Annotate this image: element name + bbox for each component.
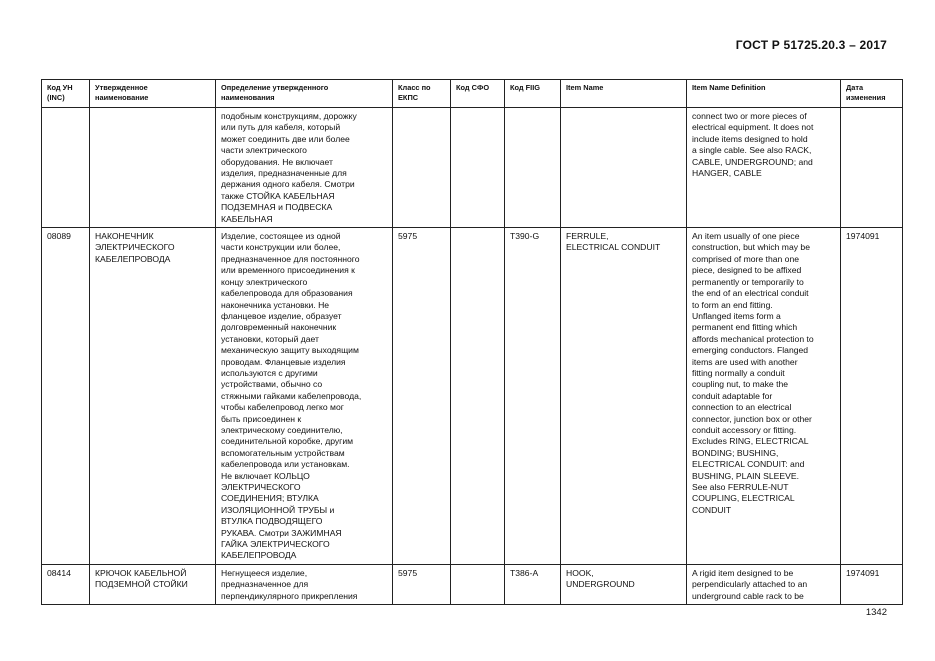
cell-sfo: [451, 228, 505, 565]
cell-item-name: [561, 108, 687, 228]
col-header-fiig-code: Код FIIG: [505, 80, 561, 108]
cell-ekps: 5975: [393, 228, 451, 565]
col-header-change-date: Дата изменения: [841, 80, 903, 108]
cell-approved-name: [90, 108, 216, 228]
col-header-item-name: Item Name: [561, 80, 687, 108]
cell-definition: Негнущееся изделие, предназначенное для перпендикулярного прикрепления: [216, 565, 393, 605]
cell-inc: 08089: [42, 228, 90, 565]
cell-date: 1974091: [841, 228, 903, 565]
cell-approved-name: КРЮЧОК КАБЕЛЬНОЙ ПОДЗЕМНОЙ СТОЙКИ: [90, 565, 216, 605]
cell-inc: [42, 108, 90, 228]
cell-definition: Изделие, состоящее из одной части конструкции или более, предназначенное для постоянного или временного присоединения к концу электрического кабелепровода для образования наконечника установки. Не фланцевое изделие, образует долговременный наконечник установки, который дает механическую защиту выходящим проводам. Фланцевые изделия используются с другими устройствами, обычно со стяжными гайками кабелепровода, чтобы кабелепровод легко мог быть присоединен к электрическому соединителю, соединительной коробке, другим вспомогательным устройствам кабелепровода или установкам. Не включает КОЛЬЦО ЭЛЕКТРИЧЕСКОГО СОЕДИНЕНИЯ; ВТУЛКА ИЗОЛЯЦИОННОЙ ТРУБЫ и ВТУЛКА ПОДВОДЯЩЕГО РУКАВА. Смотри ЗАЖИМНАЯ ГАЙКА ЭЛЕКТРИЧЕСКОГО КАБЕЛЕПРОВОДА: [216, 228, 393, 565]
cell-date: [841, 108, 903, 228]
page-number: 1342: [865, 607, 887, 618]
col-header-sfo-code: Код СФО: [451, 80, 505, 108]
cell-fiig: T390-G: [505, 228, 561, 565]
table-header-row: [42, 80, 903, 108]
col-header-inc: Код УН (INC): [42, 80, 90, 108]
table-row: [42, 228, 903, 565]
col-header-ekps-class: Класс по ЕКПС: [393, 80, 451, 108]
cell-item-name: FERRULE, ELECTRICAL CONDUIT: [561, 228, 687, 565]
cell-fiig: T386-A: [505, 565, 561, 605]
cell-sfo: [451, 565, 505, 605]
cell-date: 1974091: [841, 565, 903, 605]
cell-item-name: HOOK, UNDERGROUND: [561, 565, 687, 605]
table-row: [42, 565, 903, 605]
document-code: ГОСТ Р 51725.20.3 – 2017: [735, 38, 887, 52]
cell-definition: подобным конструкциям, дорожку или путь для кабеля, который может соединить две или более части электрического оборудования. Не включает изделия, предназначенные для держания одного кабеля. Смотри также СТОЙКА КАБЕЛЬНАЯ ПОДЗЕМНАЯ и ПОДВЕСКА КАБЕЛЬНАЯ: [216, 108, 393, 228]
table-row: [42, 108, 903, 228]
cell-item-definition: An item usually of one piece construction, but which may be comprised of more than one piece, designed to be affixed permanently or temporarily to the end of an electrical conduit to form an end fitting. Unflanged items form a permanent end fitting which affords mechanical protection to emerging conductors. Flanged items are used with another fitting normally a conduit coupling nut, to make the conduit adaptable for connection to an electrical connector, junction box or other conduit accessory or fitting. Excludes RING, ELECTRICAL BONDING; BUSHING, ELECTRICAL CONDUIT: and BUSHING, PLAIN SLEEVE. See also FERRULE-NUT COUPLING, ELECTRICAL CONDUIT: [687, 228, 841, 565]
cell-ekps: [393, 108, 451, 228]
nomenclature-table: [41, 79, 903, 605]
cell-sfo: [451, 108, 505, 228]
cell-item-definition: A rigid item designed to be perpendicularly attached to an underground cable rack to be: [687, 565, 841, 605]
cell-item-definition: connect two or more pieces of electrical equipment. It does not include items designed to hold a single cable. See also RACK, CABLE, UNDERGROUND; and HANGER, CABLE: [687, 108, 841, 228]
col-header-definition: Определение утвержденного наименования: [216, 80, 393, 108]
col-header-item-name-definition: Item Name Definition: [687, 80, 841, 108]
cell-fiig: [505, 108, 561, 228]
cell-approved-name: НАКОНЕЧНИК ЭЛЕКТРИЧЕСКОГО КАБЕЛЕПРОВОДА: [90, 228, 216, 565]
cell-ekps: 5975: [393, 565, 451, 605]
col-header-approved-name: Утвержденное наименование: [90, 80, 216, 108]
cell-inc: 08414: [42, 565, 90, 605]
